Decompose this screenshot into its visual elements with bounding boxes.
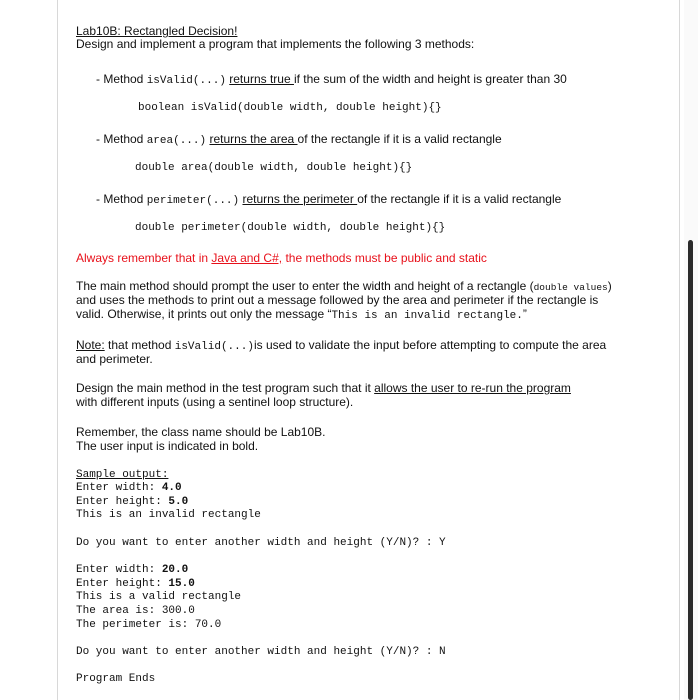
- method2-code: area(...): [146, 135, 207, 147]
- intro-text: Design and implement a program that implements the following 3 methods:: [76, 37, 475, 51]
- method2-signature: double area(double width, double height){}: [135, 162, 413, 174]
- run2-valid-msg: This is a valid rectangle: [76, 591, 242, 603]
- note-line2: and perimeter.: [76, 352, 153, 366]
- doc-title: Lab10B: Rectangled Decision!: [76, 24, 238, 38]
- design-line2: with different inputs (using a sentinel loop structure).: [76, 395, 354, 409]
- note-label: Note:: [76, 338, 105, 352]
- run2-width: Enter width: 20.0: [76, 564, 189, 576]
- run2-height-value: 15.0: [168, 578, 195, 590]
- invalid-message-code: This is an invalid rectangle.: [331, 310, 523, 322]
- method1-link: returns true: [229, 72, 294, 86]
- method2-line: - Method area(...) returns the area of the rectangle if it is a valid rectangle: [96, 132, 502, 147]
- rerun-link: allows the user to re-run the program: [374, 381, 571, 395]
- prompt2: Do you want to enter another width and height (Y/N)? : N: [76, 646, 446, 658]
- method3-link: returns the perimeter: [242, 192, 358, 206]
- page-right-border: [679, 0, 680, 700]
- run2-width-value: 20.0: [161, 564, 189, 576]
- scrollbar-thumb[interactable]: [688, 240, 693, 700]
- run1-width-value: 4.0: [161, 482, 182, 494]
- main-para-line3: valid. Otherwise, it prints out only the message “This is an invalid rectangle.”: [76, 307, 527, 322]
- remember-line2: The user input is indicated in bold.: [76, 439, 259, 453]
- method3-signature: double perimeter(double width, double height){}: [135, 222, 446, 234]
- method3-line: - Method perimeter(...) returns the perimeter of the rectangle if it is a valid rectangle: [96, 192, 562, 207]
- java-csharp-link: Java and C#,: [211, 251, 283, 265]
- run1-width: Enter width: 4.0: [76, 482, 182, 494]
- method2-link: returns the area: [209, 132, 298, 146]
- run2-area: The area is: 300.0: [76, 605, 195, 617]
- reminder-line: Always remember that in Java and C#, the methods must be public and static: [76, 251, 487, 265]
- run1-height-value: 5.0: [168, 496, 189, 508]
- method1-signature: boolean isValid(double width, double height){}: [138, 102, 442, 114]
- run2-height: Enter height: 15.0: [76, 578, 195, 590]
- remember-line1: Remember, the class name should be Lab10B.: [76, 425, 326, 439]
- main-para-line1: The main method should prompt the user to enter the width and height of a rectangle (double values): [76, 279, 612, 293]
- main-para-line2: and uses the methods to print out a message followed by the area and perimeter if the rectangle is: [76, 293, 599, 307]
- run1-height: Enter height: 5.0: [76, 496, 189, 508]
- sample-heading: Sample output:: [76, 469, 169, 481]
- run1-message: This is an invalid rectangle: [76, 509, 261, 521]
- run2-perimeter: The perimeter is: 70.0: [76, 619, 222, 631]
- prompt1: Do you want to enter another width and height (Y/N)? : Y: [76, 537, 446, 549]
- page-left-border: [57, 0, 58, 700]
- method1-line: - Method isValid(...) returns true if the sum of the width and height is greater than 30: [96, 72, 567, 87]
- method1-code: isValid(...): [146, 75, 226, 87]
- note-line1: Note: that method isValid(...)is used to validate the input before attempting to compute the area: [76, 338, 607, 353]
- design-line1: Design the main method in the test program such that it allows the user to re-run the program: [76, 381, 571, 395]
- method3-code: perimeter(...): [146, 195, 240, 207]
- program-ends: Program Ends: [76, 673, 156, 685]
